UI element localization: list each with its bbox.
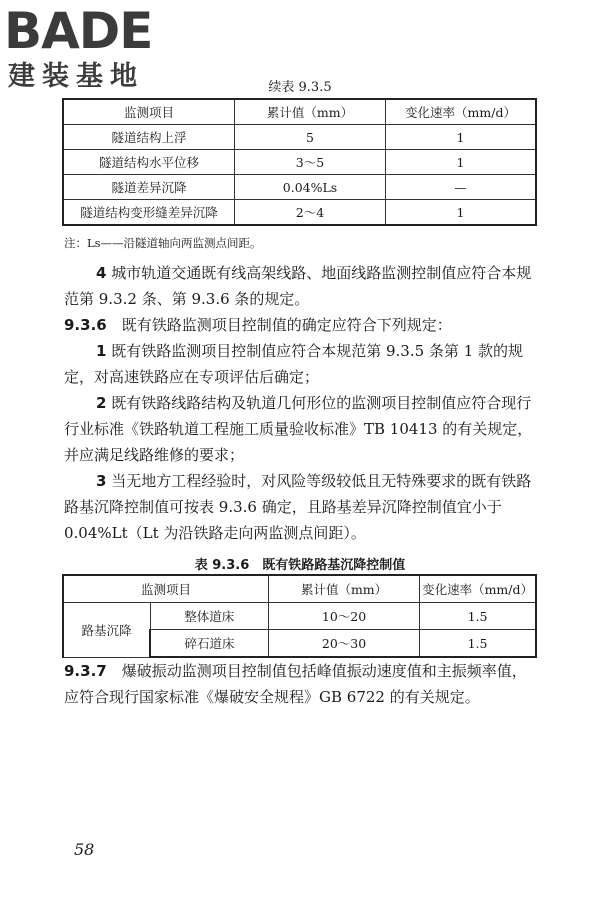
paragraph-text: 当无地方工程经验时，对风险等级较低且无特殊要求的既有铁路路基沉降控制值可按表 9.3.6 确定，且路基差异沉降控制值宜小于 0.04%Lt（Lt 为沿铁路走向两监测点间距）。: [64, 472, 532, 542]
paragraph-item-4: [64, 260, 534, 312]
table-row: [63, 150, 536, 175]
table-row: [63, 603, 536, 630]
item-number: 3: [96, 472, 107, 490]
paragraph-item-1: [64, 338, 534, 390]
section-9-3-6: [64, 312, 534, 338]
table-cell: 1.5: [420, 603, 536, 630]
header-cell: 变化速率（mm/d）: [420, 575, 536, 603]
table-9-3-5: [62, 98, 537, 226]
item-number: 4: [96, 264, 107, 282]
header-cell: 监测项目: [63, 99, 235, 125]
table-cell: 碎石道床: [150, 630, 269, 658]
table-note: 注：Ls——沿隧道轴向两监测点间距。: [64, 236, 262, 250]
table-cell: 10～20: [269, 603, 420, 630]
table-cell: 隧道结构水平位移: [63, 150, 235, 175]
paragraph-text: 既有铁路监测项目控制值应符合本规范第 9.3.5 条第 1 款的规定，对高速铁路应在专项评估后确定；: [64, 342, 524, 386]
table-cell: 5: [235, 125, 386, 150]
logo-subtitle: 建装基地: [8, 61, 144, 92]
table-row: [63, 125, 536, 150]
table2-caption: 表 9.3.6 既有铁路路基沉降控制值: [194, 558, 406, 573]
item-number: 1: [96, 342, 107, 360]
paragraph-text: 既有铁路线路结构及轨道几何形位的监测项目控制值应符合现行行业标准《铁路轨道工程施工质量验收标准》TB 10413 的有关规定，并应满足线路维修的要求；: [64, 394, 533, 464]
table-cell: —: [386, 175, 537, 200]
paragraph-text: 城市轨道交通既有线高架线路、地面线路监测控制值应符合本规范第 9.3.2 条、第 9.3.6 条的规定。: [64, 264, 532, 308]
table-cell: 隧道结构上浮: [63, 125, 235, 150]
header-cell: 累计值（mm）: [269, 575, 420, 603]
table-header-row: [63, 99, 536, 125]
table-row: [63, 200, 536, 226]
item-number: 2: [96, 394, 107, 412]
header-cell: 变化速率（mm/d）: [386, 99, 537, 125]
paragraph-text: 既有铁路监测项目控制值的确定应符合下列规定：: [121, 316, 452, 334]
group-cell: 路基沉降: [63, 603, 150, 658]
paragraph-item-2: [64, 390, 534, 468]
table1-caption: 续表 9.3.5: [268, 80, 332, 95]
table-cell: 隧道结构变形缝差异沉降: [63, 200, 235, 226]
paragraph-text: 爆破振动监测项目控制值包括峰值振动速度值和主振频率值，应符合现行国家标准《爆破安全规程》GB 6722 的有关规定。: [64, 662, 527, 706]
table-cell: 1: [386, 125, 537, 150]
table-cell: 整体道床: [150, 603, 269, 630]
section-9-3-7: [64, 658, 534, 710]
section-number: 9.3.7: [64, 662, 107, 680]
logo-brand: BADE: [4, 2, 153, 60]
table-9-3-6: [62, 574, 537, 658]
table-cell: 0.04%Ls: [235, 175, 386, 200]
table-cell: 1.5: [420, 630, 536, 658]
section-number: 9.3.6: [64, 316, 107, 334]
paragraph-item-3: [64, 468, 534, 546]
header-cell: 累计值（mm）: [235, 99, 386, 125]
table-row: [63, 175, 536, 200]
page-number: 58: [74, 840, 95, 859]
table-cell: 1: [386, 200, 537, 226]
table-header-row: [63, 575, 536, 603]
table-cell: 20～30: [269, 630, 420, 658]
table-cell: 2～4: [235, 200, 386, 226]
header-cell: 监测项目: [63, 575, 269, 603]
table-cell: 隧道差异沉降: [63, 175, 235, 200]
table-cell: 1: [386, 150, 537, 175]
table-cell: 3～5: [235, 150, 386, 175]
